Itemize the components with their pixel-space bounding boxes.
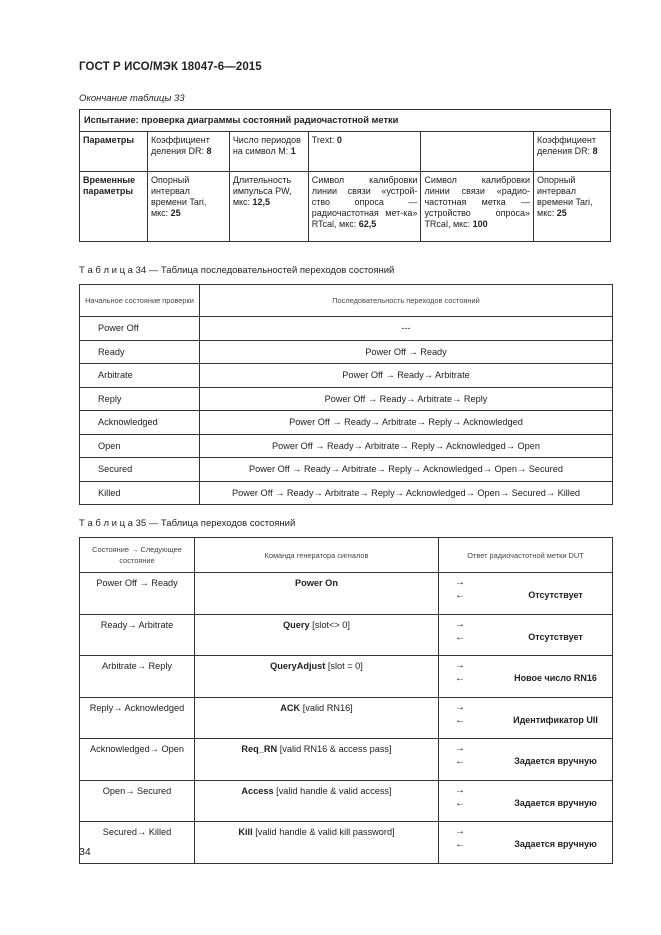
- col-header-sequence: Последовательность переходов состояний: [200, 285, 613, 317]
- row-label-timing: Временные параметры: [80, 172, 148, 242]
- col-header-initial-state: Начальное состояние проверки: [80, 285, 200, 317]
- arrow-right-icon: →: [455, 743, 465, 754]
- table-row: Reply Power Off → Ready→ Arbitrate→ Reply: [80, 387, 613, 411]
- document-header: ГОСТ Р ИСО/МЭК 18047-6—2015: [79, 61, 262, 73]
- col-header-response: Ответ радиочастотной метки DUT: [439, 538, 613, 573]
- page-number: 34: [79, 846, 91, 858]
- arrow-right-icon: →: [455, 784, 465, 796]
- table-33-title: Испытание: проверка диаграммы состояний радиочастотной метки: [80, 110, 611, 132]
- table-row: Power Off ---: [80, 317, 613, 341]
- arrow-right-icon: →: [455, 701, 465, 713]
- table-row: Reply→ Acknowledged ACK [valid RN16] → ← Идентификатор UII: [80, 697, 613, 739]
- cell-trext: Trext: 0: [308, 132, 421, 172]
- table-row: Arbitrate Power Off → Ready→ Arbitrate: [80, 364, 613, 388]
- cell-dr: Коэффициент деления DR: 8: [147, 132, 229, 172]
- row-label-parameters: Параметры: [80, 132, 148, 172]
- table-row: Arbitrate→ Reply QueryAdjust [slot = 0] → ← Новое число RN16: [80, 656, 613, 698]
- table-row: Killed Power Off → Ready→ Arbitrate→ Reply→ Acknowledged→ Open→ Secured→ Killed: [80, 481, 613, 505]
- arrow-left-icon: ←: [455, 590, 465, 601]
- table-34: [79, 284, 613, 505]
- cell-tari-2: Опорный интервал времени Tari, мкс: 25: [534, 172, 611, 242]
- table-row: Ready→ Arbitrate Query [slot<> 0] → ← Отсутствует: [80, 614, 613, 656]
- table-row: Open→ Secured Access [valid handle & valid access] → ← Задается вручную: [80, 780, 613, 822]
- table-34-caption: Т а б л и ц а 34 — Таблица последовательностей переходов состояний: [79, 265, 395, 276]
- table-row: Acknowledged→ Open Req_RN [valid RN16 & access pass] → ← Задается вручную: [80, 739, 613, 781]
- table-continuation-label: Окончание таблицы 33: [79, 93, 185, 104]
- table-row: Open Power Off → Ready→ Arbitrate→ Reply→ Acknowledged→ Open: [80, 434, 613, 458]
- col-header-transition: Состояние → Следующее состояние: [80, 538, 195, 573]
- cell-tari: Опорный интервал времени Tari, мкс: 25: [147, 172, 229, 242]
- arrow-right-icon: →: [455, 618, 465, 630]
- cell-rtcal: Символ калибровки линии связи «устрой-ство опроса — радиочастотная мет-ка» RTcal, мкс: 62,5: [308, 172, 421, 242]
- arrow-left-icon: ←: [455, 839, 465, 850]
- table-35-caption: Т а б л и ц а 35 — Таблица переходов состояний: [79, 518, 296, 529]
- arrow-right-icon: →: [455, 660, 465, 671]
- table-row: Power Off → Ready Power On → ← Отсутствует: [80, 573, 613, 615]
- arrow-right-icon: →: [455, 826, 465, 837]
- table-35: [79, 537, 613, 864]
- table-row: Secured→ Killed Kill [valid handle & valid kill password] → ← Задается вручную: [80, 822, 613, 864]
- cell-trcal: Символ калибровки линии связи «радио-частотная метка — устройство опроса» TRcal, мкс: 100: [421, 172, 534, 242]
- arrow-left-icon: ←: [455, 673, 465, 684]
- table-33: [79, 109, 611, 242]
- arrow-left-icon: ←: [455, 756, 465, 767]
- cell-m: Число периодов на символ M: 1: [229, 132, 308, 172]
- table-row: Ready Power Off → Ready: [80, 340, 613, 364]
- arrow-left-icon: ←: [455, 714, 465, 726]
- table-row: Acknowledged Power Off → Ready→ Arbitrate→ Reply→ Acknowledged: [80, 411, 613, 435]
- cell-dr-2: Коэффициент деления DR: 8: [534, 132, 611, 172]
- arrow-left-icon: ←: [455, 631, 465, 643]
- arrow-right-icon: →: [455, 577, 465, 588]
- cell-empty: [421, 132, 534, 172]
- arrow-left-icon: ←: [455, 797, 465, 809]
- cell-pw: Длительность импульса PW, мкс: 12,5: [229, 172, 308, 242]
- table-row: Secured Power Off → Ready→ Arbitrate→ Reply→ Acknowledged→ Open→ Secured: [80, 458, 613, 482]
- col-header-command: Команда генератора сигналов: [195, 538, 439, 573]
